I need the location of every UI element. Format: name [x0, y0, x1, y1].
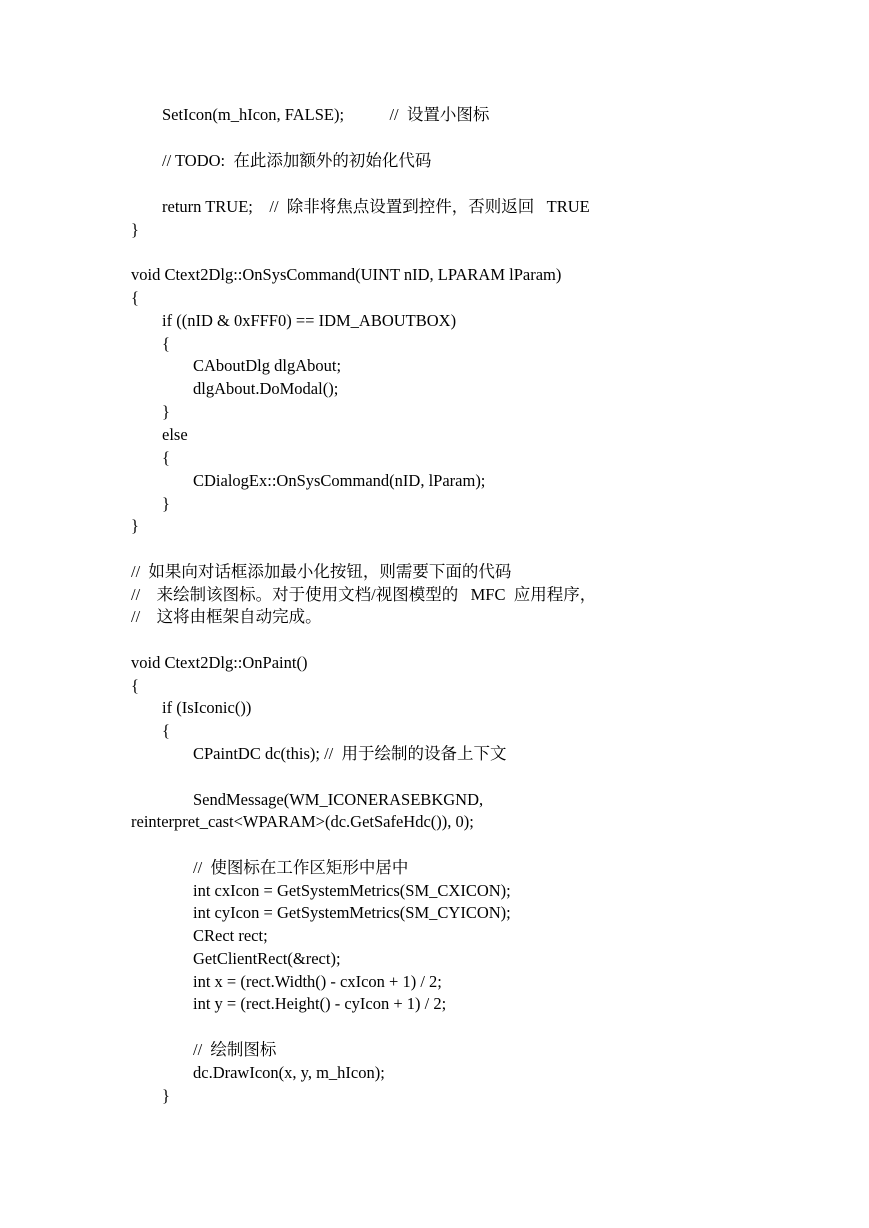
code-line: return TRUE; // 除非将焦点设置到控件，否则返回 TRUE: [162, 197, 590, 216]
code-line: }: [131, 516, 139, 535]
code-line: {: [162, 448, 170, 467]
code-line: int x = (rect.Width() - cxIcon + 1) / 2;: [193, 972, 442, 991]
comment-line: // 如果向对话框添加最小化按钮，则需要下面的代码: [131, 562, 512, 581]
code-line: CAboutDlg dlgAbout;: [193, 356, 342, 375]
code-line: int cxIcon = GetSystemMetrics(SM_CXICON);: [193, 881, 511, 900]
comment-line: // 来绘制该图标。对于使用文档/视图模型的 MFC 应用程序，: [131, 585, 597, 604]
code-line: void Ctext2Dlg::OnPaint(): [131, 653, 308, 672]
comment-line: // 绘制图标: [193, 1040, 277, 1059]
code-line: GetClientRect(&rect);: [193, 949, 341, 968]
code-line: CDialogEx::OnSysCommand(nID, lParam);: [193, 471, 486, 490]
code-line: reinterpret_cast<WPARAM>(dc.GetSafeHdc()), 0);: [131, 812, 474, 831]
code-line: void Ctext2Dlg::OnSysCommand(UINT nID, LPARAM lParam): [131, 265, 562, 284]
code-line: }: [131, 220, 139, 239]
code-line: }: [162, 402, 170, 421]
code-line: if ((nID & 0xFFF0) == IDM_ABOUTBOX): [162, 311, 457, 330]
comment-line: // 这将由框架自动完成。: [131, 607, 322, 626]
code-line: {: [131, 676, 139, 695]
code-line: if (IsIconic()): [162, 698, 252, 717]
code-line: }: [162, 1086, 170, 1105]
code-line: dlgAbout.DoModal();: [193, 379, 339, 398]
code-line: {: [131, 288, 139, 307]
code-line: CRect rect;: [193, 926, 268, 945]
code-line: SendMessage(WM_ICONERASEBKGND,: [193, 790, 484, 809]
code-line: int y = (rect.Height() - cyIcon + 1) / 2;: [193, 994, 447, 1013]
code-line: CPaintDC dc(this); // 用于绘制的设备上下文: [193, 744, 507, 763]
code-line: }: [162, 494, 170, 513]
code-line: {: [162, 721, 170, 740]
code-line: int cyIcon = GetSystemMetrics(SM_CYICON);: [193, 903, 511, 922]
code-line: dc.DrawIcon(x, y, m_hIcon);: [193, 1063, 385, 1082]
comment-line: // 使图标在工作区矩形中居中: [193, 858, 409, 877]
code-line: {: [162, 334, 170, 353]
code-line: SetIcon(m_hIcon, FALSE); // 设置小图标: [162, 105, 490, 124]
code-line: else: [162, 425, 188, 444]
code-line: // TODO: 在此添加额外的初始化代码: [162, 151, 432, 170]
